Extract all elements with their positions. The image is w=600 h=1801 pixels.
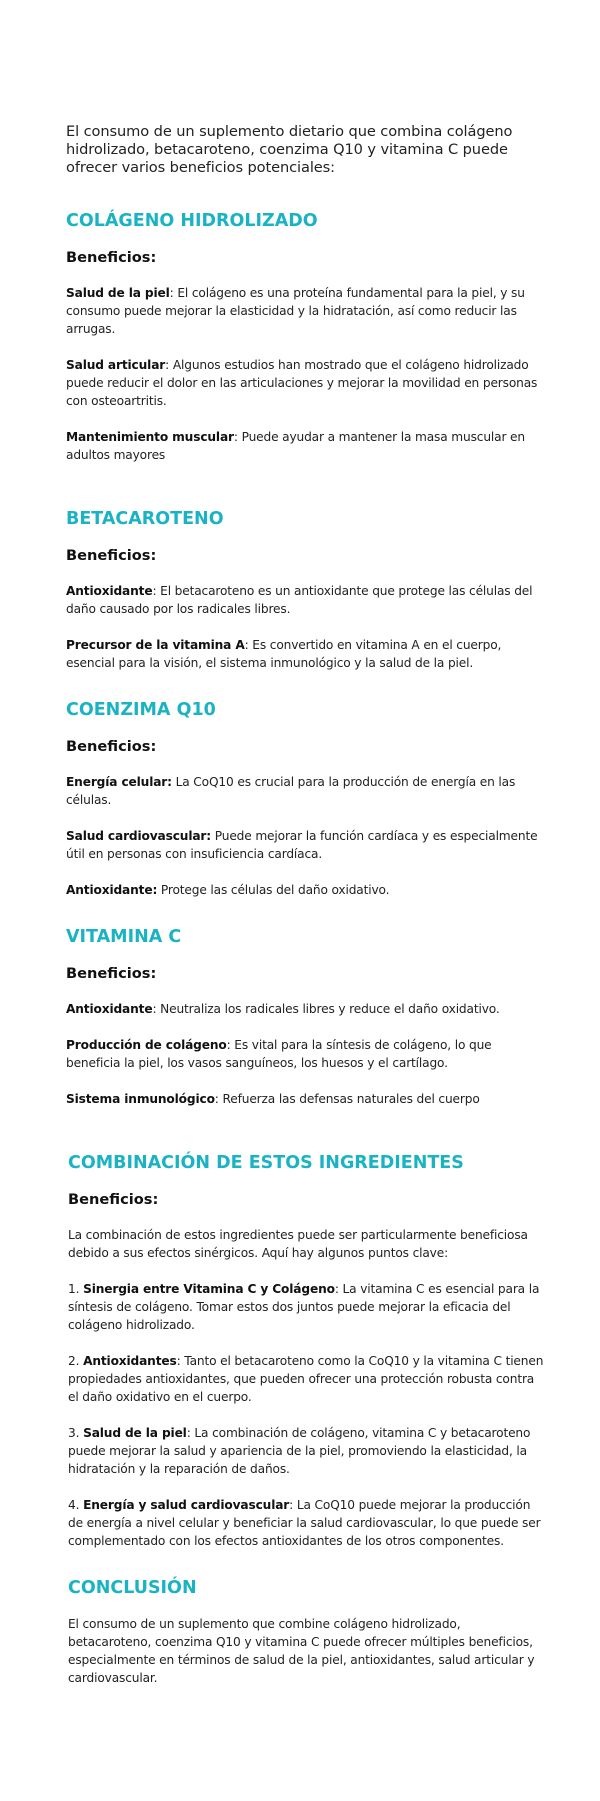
benefit-item [66,1090,546,1108]
benefit-item [66,881,546,899]
point-text: La CoQ10 puede mejorar la producción de energía a nivel celular y beneficiar la salud cardiovascular, lo que puede ser complementado con los efectos antioxidantes de los otros componentes. [68,1498,541,1548]
benefit-term: Producción de colágeno [66,1038,227,1052]
benefit-term: Antioxidante: [66,883,158,897]
separator: : [334,1282,343,1296]
spacer [66,482,546,508]
benefit-item [66,636,546,672]
section-title: VITAMINA C [66,927,182,947]
benefit-item [66,284,546,338]
benefit-text: Es vital para la síntesis de colágeno, lo que beneficia la piel, los vasos sanguíneos, los huesos y el cartílago. [66,1038,492,1070]
benefit-text: Algunos estudios han mostrado que el colágeno hidrolizado puede reducir el dolor en las articulaciones y mejorar la movilidad en personas con osteoartritis. [66,358,538,408]
benefit-item [66,1036,546,1072]
key-point [68,1280,546,1334]
separator: : [152,584,161,598]
benefit-text: Puede mejorar la función cardíaca y es especialmente útil en personas con insuficiencia cardíaca. [66,829,538,861]
point-text: La combinación de colágeno, vitamina C y betacaroteno puede mejorar la salud y apariencia de la piel, promoviendo la elasticidad, la hidratación y la reparación de daños. [68,1426,531,1476]
benefit-text: Refuerza las defensas naturales del cuerpo [222,1092,480,1106]
section-title: COLÁGENO HIDROLIZADO [66,211,318,231]
key-point [68,1352,546,1406]
point-number: 2. [68,1354,84,1368]
benefits-label: Beneficios: [66,547,157,564]
benefit-term: Mantenimiento muscular [66,430,234,444]
section-title: BETACAROTENO [66,509,224,529]
benefit-text: Protege las células del daño oxidativo. [160,883,390,897]
combination-lead: La combinación de estos ingredientes puede ser particularmente beneficiosa debido a sus efectos sinérgicos. Aquí hay algunos puntos clave: [68,1228,528,1260]
benefit-term: Salud articular [66,358,166,372]
spacer [66,1126,546,1152]
benefit-term: Salud cardiovascular: [66,829,212,843]
benefit-term: Sistema inmunológico [66,1092,215,1106]
section-title: COENZIMA Q10 [66,700,216,720]
separator: : [244,638,253,652]
point-term: Salud de la piel [83,1426,187,1440]
point-term: Sinergia entre Vitamina C y Colágeno [83,1282,335,1296]
benefit-item [66,356,546,410]
benefit-item [66,827,546,863]
spacer [66,917,546,926]
benefit-text: El betacaroteno es un antioxidante que protege las células del daño causado por los radicales libres. [66,584,533,616]
point-number: 4. [68,1498,84,1512]
point-text: Tanto el betacaroteno como la CoQ10 y la vitamina C tienen propiedades antioxidantes, que pueden ofrecer una protección robusta contra el daño oxidativo en el cuerpo. [68,1354,544,1404]
section-conclusion [68,1577,546,1687]
benefit-item [66,773,546,809]
key-point [68,1424,546,1478]
benefit-term: Antioxidante [66,584,153,598]
benefit-text: Es convertido en vitamina A en el cuerpo, esencial para la visión, el sistema inmunológico y la salud de la piel. [66,638,502,670]
benefit-term: Precursor de la vitamina A [66,638,245,652]
separator: : [226,1038,235,1052]
separator: : [176,1354,185,1368]
benefit-item [66,1000,546,1018]
benefit-term: Energía celular: [66,775,172,789]
section-colageno [66,210,546,464]
point-term: Energía y salud cardiovascular [83,1498,290,1512]
benefits-label: Beneficios: [68,1191,159,1208]
benefit-text: La CoQ10 es crucial para la producción de energía en las células. [66,775,516,807]
separator: : [186,1426,195,1440]
benefit-item [66,428,546,464]
benefits-label: Beneficios: [66,249,157,266]
point-text: La vitamina C es esencial para la síntesis de colágeno. Tomar estos dos juntos puede mejorar la eficacia del colágeno hidrolizado. [68,1282,540,1332]
benefit-item [66,582,546,618]
conclusion-text: El consumo de un suplemento que combine colágeno hidrolizado, betacaroteno, coenzima Q10 y vitamina C puede ofrecer múltiples beneficios, especialmente en términos de salud de la piel, antioxidantes, salud articular y cardiovascular. [68,1617,535,1685]
section-betacaroteno [66,508,546,672]
separator: : [152,1002,161,1016]
spacer [66,690,546,699]
benefit-text: El colágeno es una proteína fundamental para la piel, y su consumo puede mejorar la elasticidad y la hidratación, así como reducir las arrugas. [66,286,525,336]
separator: : [289,1498,297,1512]
section-title: COMBINACIÓN DE ESTOS INGREDIENTES [68,1153,464,1173]
key-point [68,1496,546,1550]
benefit-term: Antioxidante [66,1002,153,1016]
point-number: 3. [68,1426,84,1440]
point-term: Antioxidantes [83,1354,177,1368]
benefits-label: Beneficios: [66,738,157,755]
benefit-term: Salud de la piel [66,286,170,300]
point-number: 1. [68,1282,84,1296]
section-combinacion [68,1152,546,1550]
intro-paragraph: El consumo de un suplemento dietario que combina colágeno hidrolizado, betacaroteno, coenzima Q10 y vitamina C puede ofrecer varios beneficios potenciales: [66,123,513,176]
benefits-label: Beneficios: [66,965,157,982]
spacer [66,1568,546,1577]
section-vitamina-c [66,926,546,1108]
separator: : [233,430,242,444]
benefit-text: Puede ayudar a mantener la masa muscular en adultos mayores [66,430,525,462]
separator: : [169,286,178,300]
section-title: CONCLUSIÓN [68,1578,197,1598]
benefit-text: Neutraliza los radicales libres y reduce el daño oxidativo. [160,1002,500,1016]
section-coenzima-q10 [66,699,546,899]
separator: : [214,1092,223,1106]
separator: : [165,358,173,372]
